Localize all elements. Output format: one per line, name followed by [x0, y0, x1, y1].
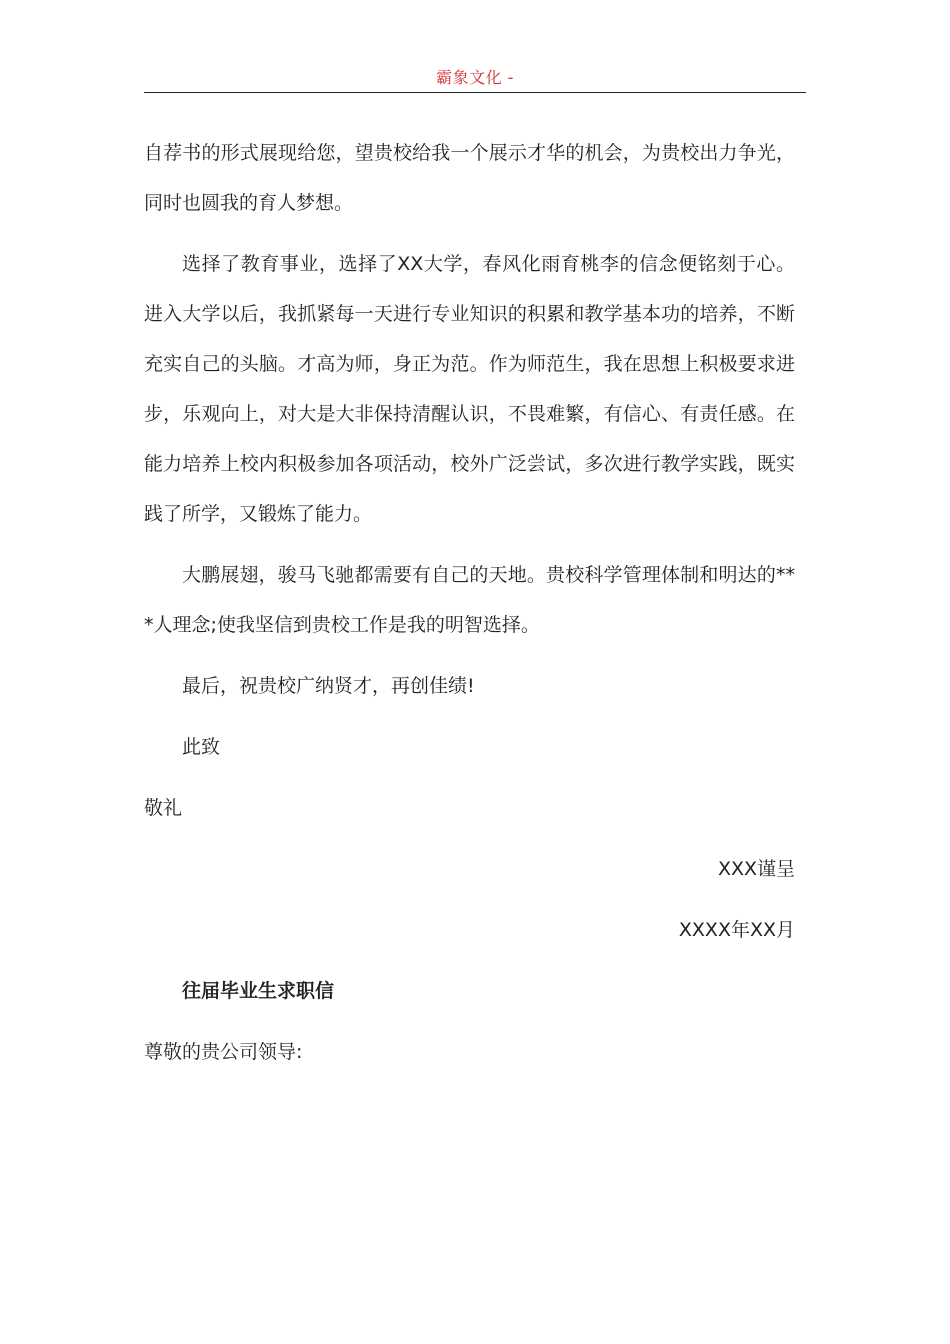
document-body [144, 128, 795, 1088]
signature: XXX谨呈 [717, 858, 795, 880]
section-title: 往届毕业生求职信 [182, 980, 335, 1002]
paragraph-aspiration: 大鹏展翅，骏马飞驰都需要有自己的天地。贵校科学管理体制和明达的***人理念;使我坚信到贵校工作是我的明智选择。 [144, 564, 795, 636]
paragraph-closing-wish: 最后，祝贵校广纳贤才，再创佳绩! [182, 675, 475, 697]
paragraph-education: 选择了教育事业，选择了XX大学，春风化雨育桃李的信念便铭刻于心。进入大学以后，我抓紧每一天进行专业知识的积累和教学基本功的培养，不断充实自己的头脑。才高为师，身正为范。作为师范生，我在思想上积极要求进步，乐观向上，对大是大非保持清醒认识，不畏难繁，有信心、有责任感。在能力培养上校内积极参加各项活动，校外广泛尝试，多次进行教学实践，既实践了所学，又锻炼了能力。 [144, 253, 795, 525]
paragraph-intro-continued: 自荐书的形式展现给您，望贵校给我一个展示才华的机会，为贵校出力争光，同时也圆我的育人梦想。 [144, 142, 795, 214]
header-title: 霸象文化 - [436, 68, 514, 87]
closing-salute: 敬礼 [144, 797, 183, 819]
closing-phrase: 此致 [182, 736, 221, 758]
page-header [144, 66, 806, 93]
salutation: 尊敬的贵公司领导: [144, 1041, 303, 1063]
date-line: XXXX年XX月 [678, 919, 795, 941]
